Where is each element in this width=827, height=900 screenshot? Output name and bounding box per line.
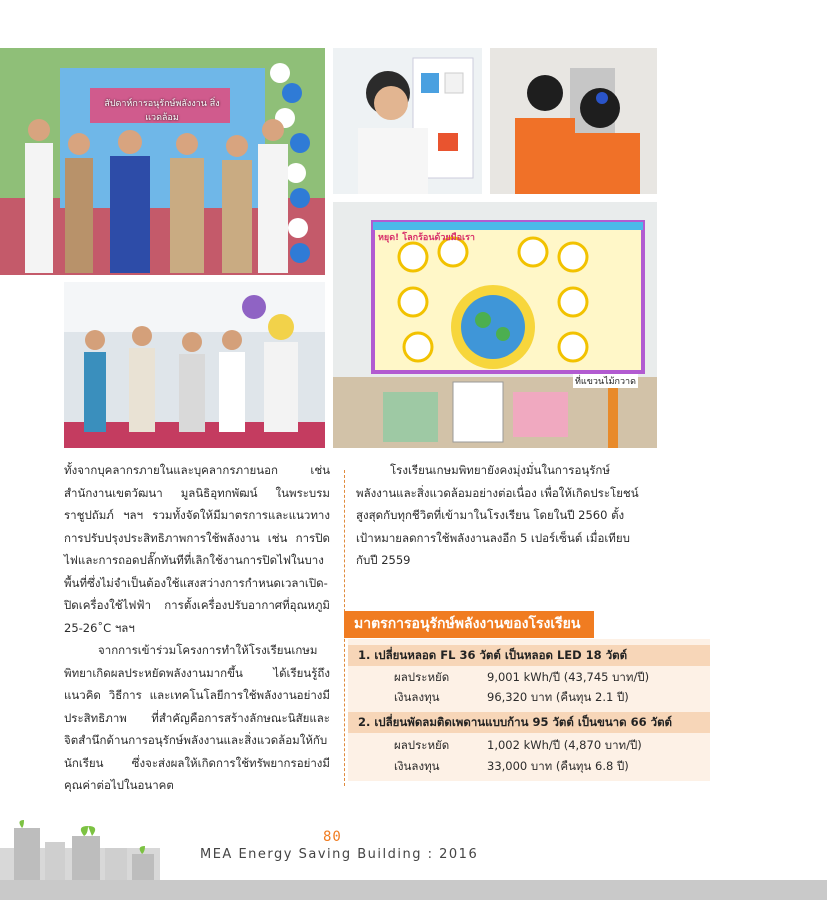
page-number: 80 <box>323 829 342 845</box>
measure-2-heading: 2. เปลี่ยนพัดลมติดเพดานแบบก้าน 95 วัตต์ เป็นขนาด 66 วัตต์ <box>348 712 710 733</box>
city-skyline-icon <box>0 818 160 880</box>
left-column <box>64 459 330 797</box>
measure-1-investment-label: เงินลงทุน <box>394 690 440 704</box>
left-paragraph-1: ทั้งจากบุคลากรภายในและบุคลากรภายนอก เช่นสำนักงานเขตวัฒนา มูลนิธิอุทกพัฒน์ ในพระบรมราชูปถัมภ์ ฯลฯ รวมทั้งจัดให้มีมาตรการและแนวทางการปรับปรุงประสิทธิภาพการใช้พลังงาน เช่น การปิดไฟและการถอดปลั๊กทันทีที่เลิกใช้งานการปิดไฟในบางพื้นที่ซึ่งไม่จำเป็นต้องใช้แสงสว่างการกำหนดเวลาเปิด-ปิดเครื่องใช้ไฟฟ้า การตั้งเครื่องปรับอากาศที่อุณหภูมิ 25-26˚C ฯลฯ <box>64 463 330 635</box>
left-paragraph-2: จากการเข้าร่วมโครงการทำให้โรงเรียนเกษมพิทยาเกิดผลประหยัดพลังงานมากขึ้น ได้เรียนรู้ถึงแนวคิด วิธีการ และเทคโนโลยีการใช้พลังงานอย่างมีประสิทธิภาพ ที่สำคัญคือการสร้างลักษณะนิสัยและจิตสำนึกด้านการอนุรักษ์พลังงานและสิ่งแวดล้อมให้กับนักเรียน ซึ่งจะส่งผลให้เกิดการใช้ทรัพยากรอย่างมีคุณค่าต่อไปในอนาคต <box>64 643 330 792</box>
poster-sign: ที่แขวนไม้กวาด <box>573 374 638 388</box>
students-panel-photo <box>490 48 657 194</box>
measure-2-savings-value: 1,002 kWh/ปี (4,870 บาท/ปี) <box>487 738 642 752</box>
banner-text: สัปดาห์การอนุรักษ์พลังงาน สิ่งแวดล้อม <box>104 99 220 123</box>
measure-2-investment-value: 33,000 บาท (คืนทุน 6.8 ปี) <box>487 759 629 773</box>
ceremony-photo <box>0 48 325 275</box>
publication-title: MEA Energy Saving Building : 2016 <box>200 847 479 862</box>
measure-1-heading: 1. เปลี่ยนหลอด FL 36 วัตต์ เป็นหลอด LED 18 วัตต์ <box>348 645 710 666</box>
measure-1-savings-value: 9,001 kWh/ปี (43,745 บาท/ปี) <box>487 670 650 684</box>
right-paragraph-1: โรงเรียนเกษมพิทยายังคงมุ่งมั่นในการอนุรักษ์พลังงานและสิ่งแวดล้อมอย่างต่อเนื่อง เพื่อให้เกิดประโยชน์สูงสุดกับทุกชีวิตที่เข้ามาในโรงเรียน โดยในปี 2560 ตั้งเป้าหมายลดการใช้พลังงานลงอีก 5 เปอร์เซ็นต์ เมื่อเทียบกับปี 2559 <box>356 463 639 567</box>
measure-1-savings-label: ผลประหยัด <box>394 670 450 684</box>
measure-1-investment-value: 96,320 บาท (คืนทุน 2.1 ปี) <box>487 690 629 704</box>
measure-2-savings-label: ผลประหยัด <box>394 738 450 752</box>
right-column <box>356 459 640 572</box>
sticker-illustration <box>333 48 482 194</box>
students-illustration <box>490 48 657 194</box>
costume-illustration <box>64 282 325 448</box>
measure-2-investment-label: เงินลงทุน <box>394 759 440 773</box>
global-warming-poster-photo <box>333 202 657 448</box>
recycled-costume-photo <box>64 282 325 448</box>
ceremony-illustration <box>0 48 325 275</box>
poster-title: หยุด! โลกร้อนด้วยมือเรา <box>378 233 475 243</box>
footer-bar <box>0 880 827 900</box>
sticker-photo <box>333 48 482 194</box>
measures-title: มาตรการอนุรักษ์พลังงานของโรงเรียน <box>344 611 594 638</box>
